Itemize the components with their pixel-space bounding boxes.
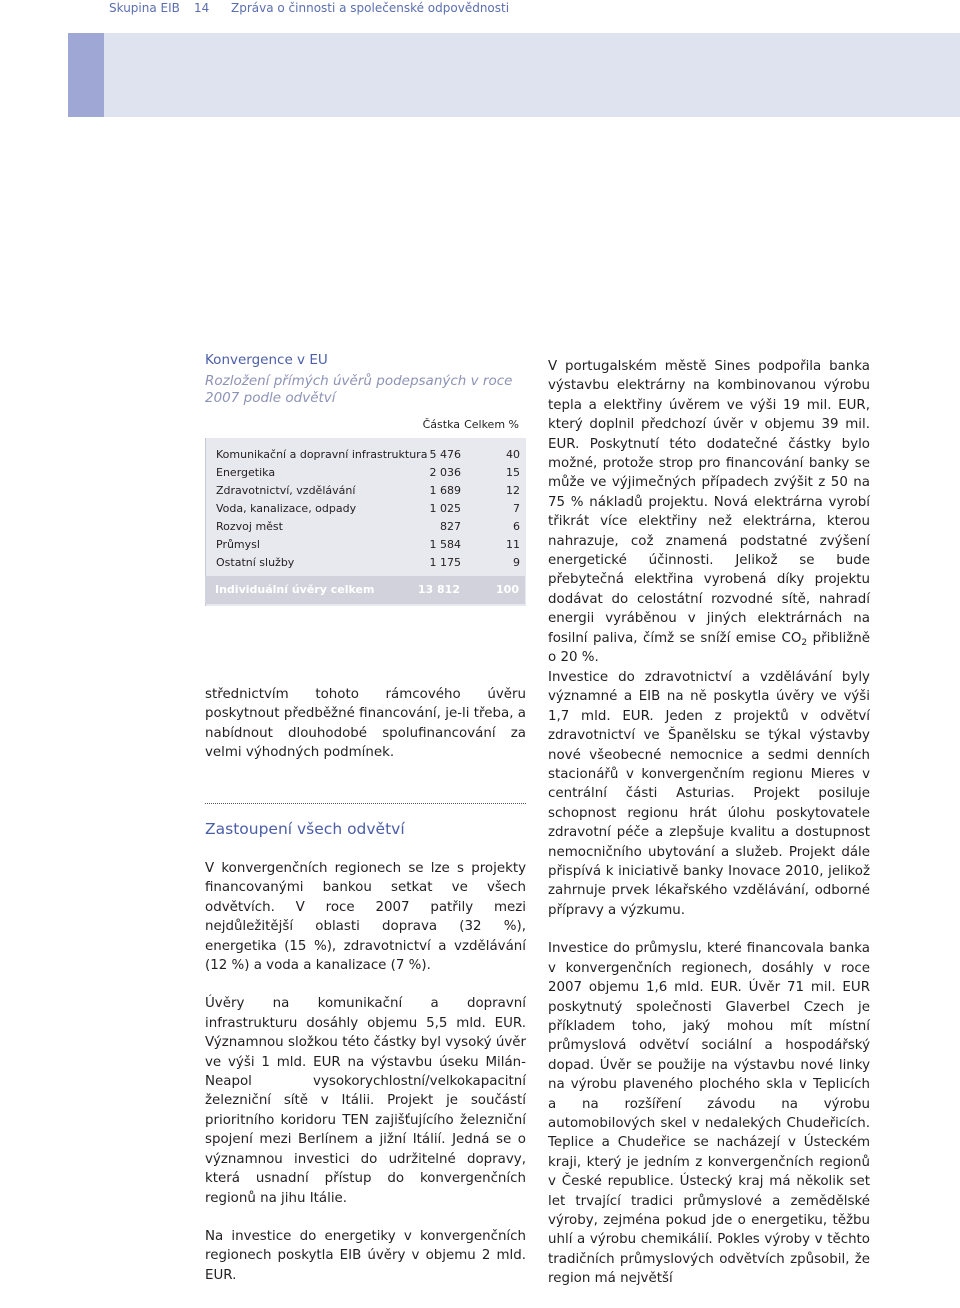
section-title: Zastoupení všech odvětví [205, 820, 405, 838]
row-amount: 1 025 [429, 502, 461, 515]
sines-text-part1: V portugalském městě Sines podpořila banka výstavbu elektrárny na kombinovanou výrobu tepla a elektřiny úvěrem ve výši 19 mil. EUR, který doplnil předchozí úvěr v objemu 39 mil. EUR. Poskytnutí této dodatečné částky bylo možné, protože strop pro financování banky se může ve výjimečných případech zvýšit z 50 na 75 % nákladů projektu. Nová elektrárna vyrobí třikrát více elektřiny než elektrárna, kterou nahrazuje, což znamená podstatné zvýšení energetické účinnosti. Jelikož se bude přebytečná elektřina vyrobená díky projektu dodávat do celostátní rozvodné sítě, nahradí energii vyráběnou v jiných elektrárnách na fosilní paliva, čímž se sníží emise CO [548, 359, 870, 646]
total-percent: 100 [496, 583, 519, 596]
row-amount: 1 689 [429, 484, 461, 497]
row-amount: 5 476 [429, 448, 461, 461]
row-label: Energetika [216, 466, 276, 479]
body-paragraph: Investice do zdravotnictví a vzdělávání byly významné a EIB na ně poskytla úvěry ve výši 1,7 mld. EUR. Jeden z projektů v odvětví zdravotnictví ve Španělsku se týkal výstavby nové všeobecné nemocnice a sedmi denních stacionářů v konvergenčním regionu Mieres v centrální části Asturias. Projekt posiluje schopnost regionu hrát úlohu poskytovatele zdravotní péče a zlepšuje kvalitu a dostupnost nemocničního ubytování a služeb. Projekt dále přispívá k iniciativě banky Inovace 2010, jelikož zahrnuje prvek lékařského vzdělávání, odborné přípravy a výzkumu. [548, 670, 870, 918]
row-percent: 7 [513, 502, 520, 515]
box-title: Konvergence v EU [205, 352, 328, 368]
box-subtitle: Rozložení přímých úvěrů podepsaných v roce 2007 podle odvětví [205, 373, 513, 406]
total-label: Individuální úvěry celkem [215, 583, 375, 596]
row-label: Ostatní služby [216, 556, 295, 569]
row-label: Komunikační a dopravní infrastruktura [216, 448, 428, 461]
row-amount: 1 175 [429, 556, 461, 569]
row-percent: 6 [513, 520, 520, 533]
decorative-band-dark [68, 33, 104, 117]
left-column-body [205, 859, 526, 1304]
body-paragraph: Na investice do energetiky v konvergenčních regionech poskytla EIB úvěry v objemu 2 mld. EUR. [205, 1228, 526, 1283]
row-amount: 827 [440, 520, 461, 533]
table-row [206, 536, 526, 554]
decorative-band-light [104, 33, 960, 117]
table-row [206, 518, 526, 536]
table-row [206, 482, 526, 500]
row-percent: 15 [506, 466, 520, 479]
page-number: 14 [194, 1, 210, 15]
column-header-amount: Částka [422, 418, 460, 431]
co2-subscript: 2 [801, 637, 808, 648]
row-amount: 2 036 [429, 466, 461, 479]
right-column-body [548, 668, 870, 1308]
total-amount: 13 812 [417, 583, 460, 596]
intro-paragraph: střednictvím tohoto rámcového úvěru poskytnout předběžné financování, je-li třeba, a nabídnout dlouhodobé spolufinancování za velmi výhodných podmínek. [205, 687, 526, 761]
table-total-row [205, 576, 525, 604]
header-title: Zpráva o činnosti a společenské odpovědnosti [231, 1, 510, 15]
body-paragraph: Úvěry na komunikační a dopravní infrastrukturu dosáhly objemu 5,5 mld. EUR. Významnou složkou této částky byl vysoký úvěr ve výši 1 mld. EUR na výstavbu úseku Milán-Neapol vysokorychlostní/velkokapacitní železniční sítě v Itálii. Projekt je součástí prioritního koridoru TEN zajišťujícího železniční spojení mezi Berlínem a jižní Itálií. Jedná se o významnou investici do udržitelné dopravy, která usnadní přístup do konvergenčních regionů na jihu Itálie. [205, 996, 526, 1206]
row-percent: 40 [506, 448, 520, 461]
section-divider [205, 803, 526, 804]
row-percent: 12 [506, 484, 520, 497]
convergence-table-box [205, 352, 527, 596]
table-header [205, 414, 525, 438]
row-amount: 1 584 [429, 538, 461, 551]
row-label: Voda, kanalizace, odpady [216, 502, 357, 515]
table-row [206, 500, 526, 518]
page-header [0, 0, 960, 24]
header-brand: Skupina EIB [109, 1, 180, 15]
sines-paragraph [548, 357, 870, 668]
table-row [206, 446, 526, 464]
table-row [206, 464, 526, 482]
right-column-top [548, 357, 870, 668]
sines-text-part2: přibližně o 20 %. [548, 630, 870, 666]
column-header-percent: Celkem % [464, 418, 519, 431]
row-percent: 9 [513, 556, 520, 569]
row-label: Průmysl [216, 538, 260, 551]
body-paragraph: Investice do průmyslu, které financovala banka v konvergenčních regionech, dosáhly v roce 2007 objemu 1,6 mld. EUR. Úvěr 71 mil. EUR poskytnutý společnosti Glaverbel Czech je příkladem toho, jaký mohou mít místní průmyslová odvětví sociální a hospodářský dopad. Úvěr se použije na výstavbu nové linky na výrobu plaveného plochého skla v Teplicích a na rozšíření závodu na výrobu automobilových skel v nedalekých Chudeřicích. Teplice a Chudeřice se nacházejí v Ústeckém kraji, který je jedním z konvergenčních regionů v České republice. Ústecký kraj má několik set let trvající tradici průmyslové a zemědělské výroby, zejména pokud jde o energetiku, těžbu uhlí a výrobu chemikálií. Pokles výroby v těchto tradičních průmyslových odvětvích způsobil, že region má největší [548, 941, 870, 1287]
row-label: Rozvoj měst [216, 520, 283, 533]
body-paragraph: V konvergenčních regionech se lze s projekty financovanými bankou setkat ve všech odvětvích. V roce 2007 patřily mezi nejdůležitější oblasti doprava (32 %), energetika (15 %), zdravotnictví a vzdělávání (12 %) a voda a kanalizace (7 %). [205, 861, 526, 974]
left-column-intro [205, 685, 526, 763]
row-label: Zdravotnictví, vzdělávání [216, 484, 356, 497]
table-row [206, 554, 526, 572]
row-percent: 11 [506, 538, 520, 551]
